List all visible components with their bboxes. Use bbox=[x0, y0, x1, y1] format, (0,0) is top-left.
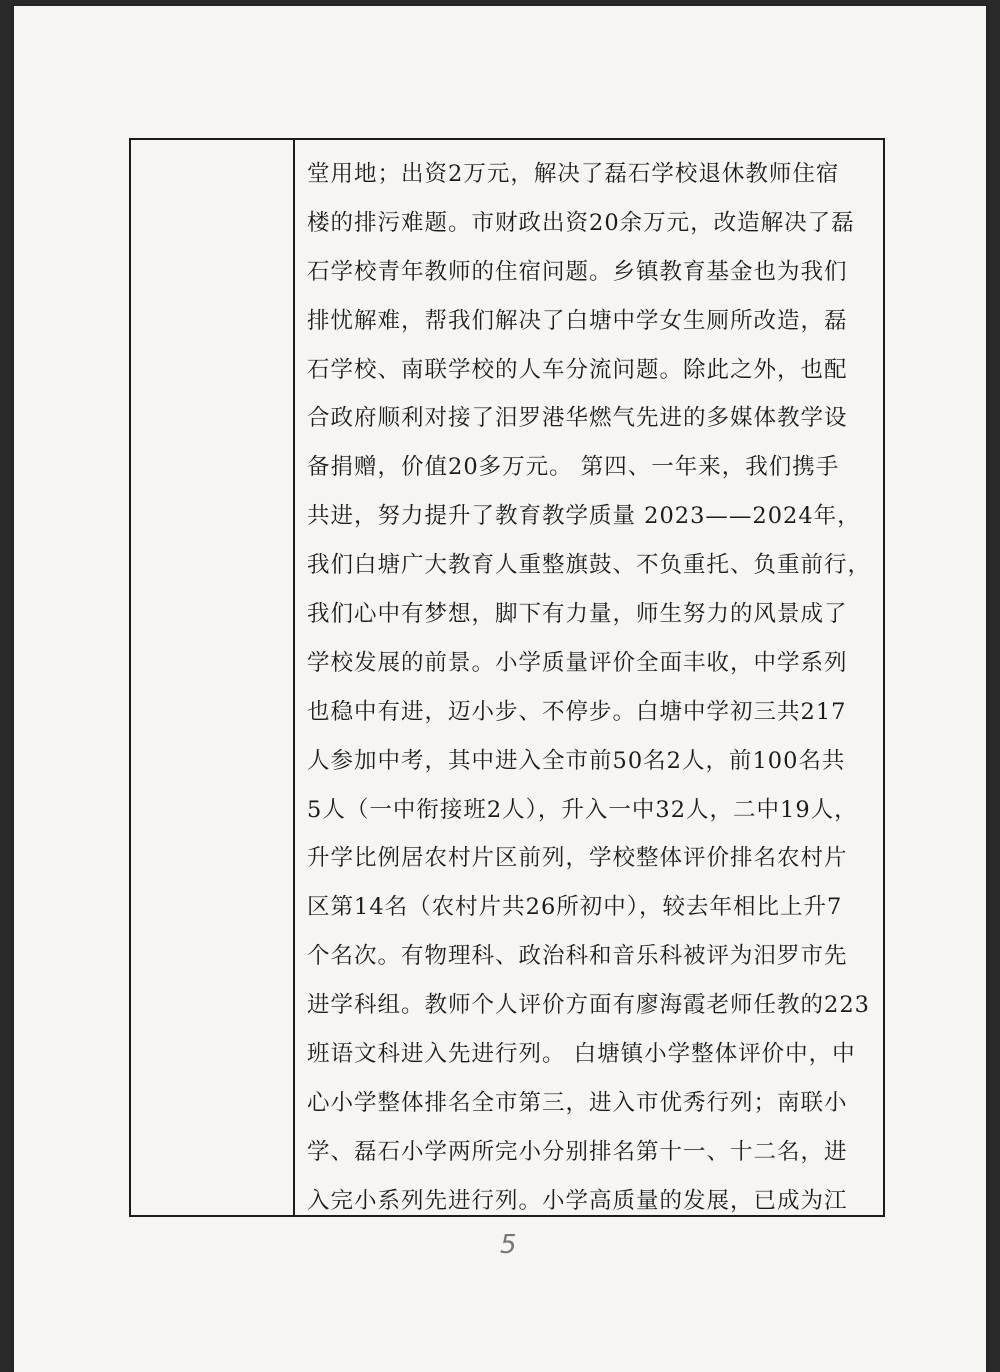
text-line: 石学校青年教师的住宿问题。乡镇教育基金也为我们 bbox=[307, 258, 848, 285]
text-line: 5人（一中衔接班2人），升入一中32人，二中19人， bbox=[307, 796, 858, 823]
form-table bbox=[129, 138, 885, 1217]
page-number: 5 bbox=[500, 1230, 517, 1260]
text-line: 备捐赠，价值20多万元。 第四、一年来，我们携手 bbox=[307, 454, 840, 481]
table-left-cell bbox=[131, 140, 295, 1215]
text-line: 学校发展的前景。小学质量评价全面丰收，中学系列 bbox=[307, 649, 848, 676]
text-line: 我们心中有梦想，脚下有力量，师生努力的风景成了 bbox=[307, 601, 848, 628]
text-line: 合政府顺利对接了汨罗港华燃气先进的多媒体教学设 bbox=[307, 405, 848, 432]
text-line: 也稳中有进，迈小步、不停步。白塘中学初三共217 bbox=[307, 698, 847, 725]
text-line: 共进，努力提升了教育教学质量 2023——2024年， bbox=[307, 503, 861, 530]
text-line: 个名次。有物理科、政治科和音乐科被评为汨罗市先 bbox=[307, 943, 848, 970]
text-line: 石学校、南联学校的人车分流问题。除此之外，也配 bbox=[307, 356, 848, 383]
text-line: 人参加中考，其中进入全市前50名2人，前100名共 bbox=[307, 747, 846, 774]
text-line: 堂用地；出资2万元，解决了磊石学校退休教师住宿 bbox=[307, 161, 840, 187]
text-line: 进学科组。教师个人评价方面有廖海霞老师任教的223 bbox=[307, 992, 870, 1019]
table-content-cell bbox=[297, 140, 883, 1215]
text-line: 班语文科进入先进行列。 白塘镇小学整体评价中，中 bbox=[307, 1041, 856, 1068]
text-line: 升学比例居农村片区前列，学校整体评价排名农村片 bbox=[307, 845, 848, 872]
text-line: 排忧解难，帮我们解决了白塘中学女生厕所改造，磊 bbox=[307, 307, 848, 334]
text-line: 我们白塘广大教育人重整旗鼓、不负重托、负重前行， bbox=[307, 552, 872, 579]
text-line: 区第14名（农村片共26所初中），较去年相比上升7 bbox=[307, 894, 843, 921]
text-line: 入完小系列先进行列。小学高质量的发展，已成为江 bbox=[307, 1187, 848, 1214]
text-line: 楼的排污难题。市财政出资20余万元，改造解决了磊 bbox=[307, 209, 855, 236]
text-line: 心小学整体排名全市第三，进入市优秀行列；南联小 bbox=[307, 1089, 848, 1116]
text-line: 学、磊石小学两所完小分别排名第十一、十二名，进 bbox=[307, 1138, 848, 1165]
